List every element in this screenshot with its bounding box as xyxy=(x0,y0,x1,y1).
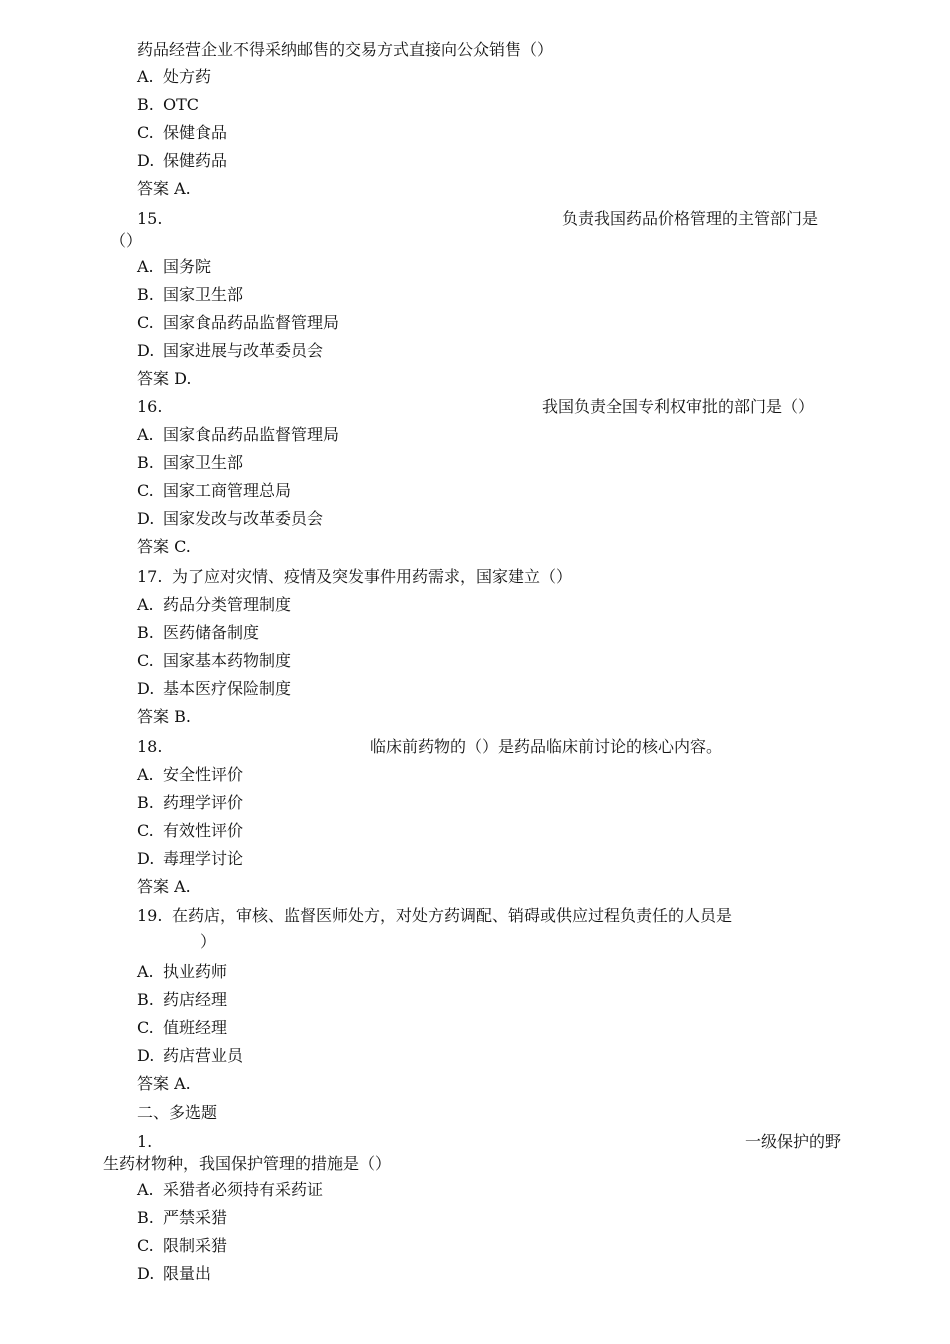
option-c: C. 国家基本药物制度 xyxy=(137,651,292,670)
option-d: D. 毒理学讨论 xyxy=(137,849,244,868)
question-number: 1. xyxy=(137,1132,153,1151)
question-number: 19. xyxy=(137,906,163,925)
option-a: A. 药品分类管理制度 xyxy=(137,595,292,614)
option-b: B. 医药储备制度 xyxy=(137,623,260,642)
answer: 答案 B. xyxy=(137,707,191,726)
question-stem: 药品经营企业不得采纳邮售的交易方式直接向公众销售（） xyxy=(137,40,554,59)
option-c: C. 限制采猎 xyxy=(137,1236,228,1255)
question-stem: 为了应对灾情、疫情及突发事件用药需求，国家建立（） xyxy=(172,567,573,586)
option-c: C. 有效性评价 xyxy=(137,821,244,840)
option-c: C. 值班经理 xyxy=(137,1018,228,1037)
answer: 答案 D. xyxy=(137,369,192,388)
question-stem-continued: 生药材物种，我国保护管理的措施是（） xyxy=(103,1154,392,1173)
option-b: B. 国家卫生部 xyxy=(137,453,244,472)
option-a: A. 处方药 xyxy=(137,67,212,86)
section-heading: 二、多选题 xyxy=(137,1103,218,1122)
option-b: B. OTC xyxy=(137,95,200,114)
option-a: A. 国家食品药品监督管理局 xyxy=(137,425,340,444)
question-stem: 一级保护的野 xyxy=(745,1132,842,1151)
option-b: B. 严禁采猎 xyxy=(137,1208,228,1227)
option-d: D. 药店营业员 xyxy=(137,1046,244,1065)
option-b: B. 药店经理 xyxy=(137,990,228,1009)
option-a: A. 采猎者必须持有采药证 xyxy=(137,1180,324,1199)
answer: 答案 A. xyxy=(137,877,191,896)
question-number: 18. xyxy=(137,737,163,756)
option-c: C. 国家食品药品监督管理局 xyxy=(137,313,340,332)
option-d: D. 限量出 xyxy=(137,1264,212,1283)
option-b: B. 药理学评价 xyxy=(137,793,244,812)
option-d: D. 国家进展与改革委员会 xyxy=(137,341,324,360)
option-a: A. 国务院 xyxy=(137,257,212,276)
question-stem: 临床前药物的（）是药品临床前讨论的核心内容。 xyxy=(370,737,723,756)
option-a: A. 安全性评价 xyxy=(137,765,244,784)
answer: 答案 C. xyxy=(137,537,191,556)
answer: 答案 A. xyxy=(137,1074,191,1093)
option-c: C. 国家工商管理总局 xyxy=(137,481,292,500)
question-stem-continued: （） xyxy=(110,231,143,250)
question-stem: 我国负责全国专利权审批的部门是（） xyxy=(542,397,815,416)
option-b: B. 国家卫生部 xyxy=(137,285,244,304)
question-stem: 负责我国药品价格管理的主管部门是 xyxy=(562,209,819,228)
question-stem-continued: ） xyxy=(200,932,217,951)
option-c: C. 保健食品 xyxy=(137,123,228,142)
option-d: D. 保健药品 xyxy=(137,151,228,170)
answer: 答案 A. xyxy=(137,179,191,198)
question-number: 17. xyxy=(137,567,163,586)
option-d: D. 国家发改与改革委员会 xyxy=(137,509,324,528)
option-d: D. 基本医疗保险制度 xyxy=(137,679,292,698)
option-a: A. 执业药师 xyxy=(137,962,228,981)
question-stem: 在药店，审核、监督医师处方，对处方药调配、销碍或供应过程负责任的人员是 xyxy=(172,906,733,925)
question-number: 15. xyxy=(137,209,163,228)
question-number: 16. xyxy=(137,397,163,416)
